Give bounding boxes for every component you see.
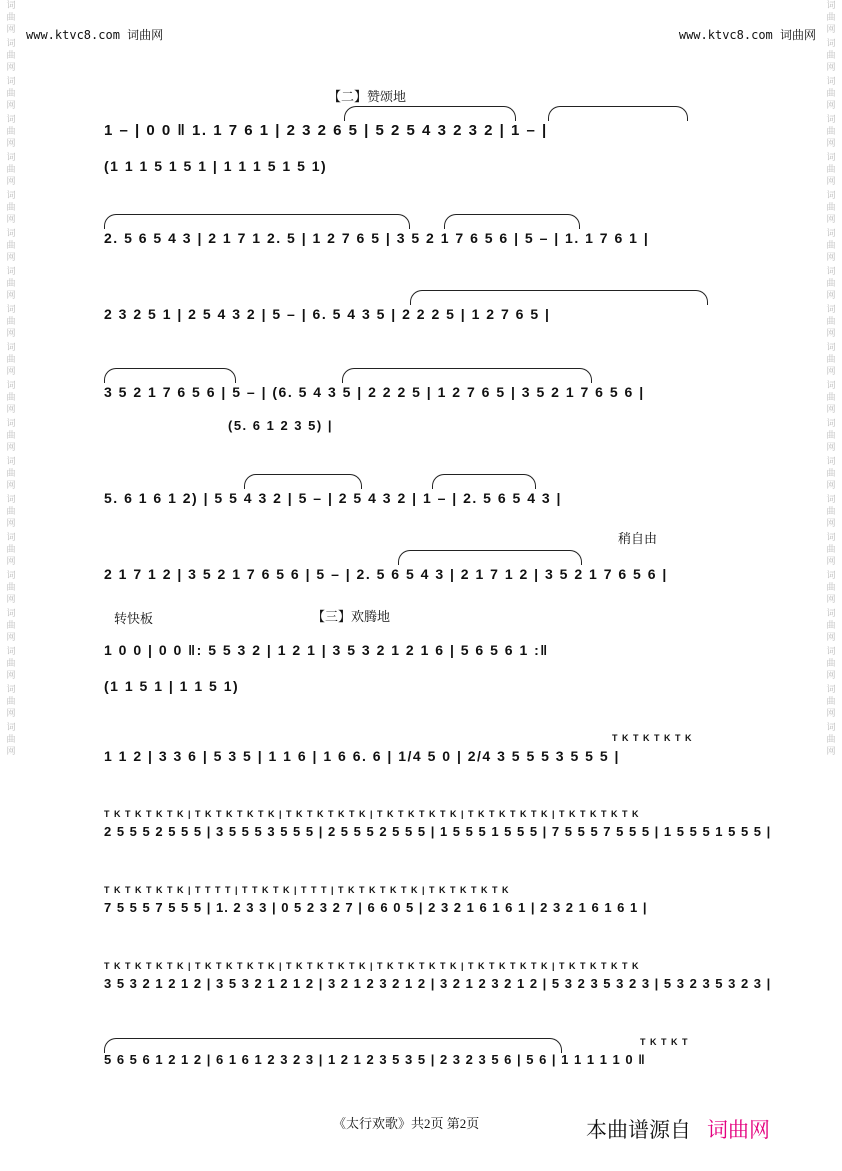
score-line-5: 5. 6 1 6 1 2) | 5 5 4 3 2 | 5 – | 2 5 4 3 2 | 1 – | 2. 5 6 5 4 3 | <box>104 490 562 506</box>
slur <box>344 106 516 121</box>
score-line-3: 2 3 2 5 1 | 2 5 4 3 2 | 5 – | 6. 5 4 3 5 | 2 2 2 5 | 1 2 7 6 5 | <box>104 306 551 322</box>
tempo-label-free: 稍自由 <box>618 532 658 547</box>
tempo-label-fast: 转快板 <box>114 612 154 627</box>
watermark-text: 词曲网 <box>6 419 16 453</box>
score-line-7-alt: (1 1 5 1 | 1 1 5 1) <box>104 678 240 694</box>
watermark-text: 词曲网 <box>6 343 16 377</box>
watermark-text: 词曲网 <box>6 39 16 73</box>
watermark-text: 词曲网 <box>6 533 16 567</box>
page-footer: 《太行欢歌》共2页 第2页 <box>333 1116 480 1131</box>
watermark-text: 词曲网 <box>6 229 16 263</box>
watermark-text: 词曲网 <box>6 267 16 301</box>
watermark-text: 词曲网 <box>6 153 16 187</box>
score-line-7: 1 0 0 | 0 0 ‖: 5 5 3 2 | 1 2 1 | 3 5 3 2 1 2 1 6 | 5 6 5 6 1 :‖ <box>104 642 549 658</box>
watermark-text: 词曲网 <box>826 571 836 605</box>
source-brand <box>586 1114 770 1144</box>
score-line-8: 1 1 2 | 3 3 6 | 5 3 5 | 1 1 6 | 1 6 6. 6 | 1/4 5 0 | 2/4 3 5 5 5 3 5 5 5 | <box>104 748 620 764</box>
section-label-three: 【三】欢腾地 <box>312 610 391 625</box>
tk-row-5: T K T K T <box>640 1037 689 1047</box>
slur <box>104 214 410 229</box>
watermark-text: 词曲网 <box>826 533 836 567</box>
watermark-text: 词曲网 <box>6 1 16 35</box>
brand-name: 词曲网 <box>707 1118 770 1142</box>
watermark-text: 词曲网 <box>826 457 836 491</box>
watermark-text: 词曲网 <box>826 647 836 681</box>
watermark-text: 词曲网 <box>826 1 836 35</box>
tk-row-3: T K T K T K T K | T T T T | T T K T K | T T T | T K T K T K T K | T K T K T K T K <box>104 885 510 895</box>
watermark-text: 词曲网 <box>826 419 836 453</box>
slur <box>342 368 592 383</box>
watermark-text: 词曲网 <box>826 77 836 111</box>
watermark-text: 词曲网 <box>826 229 836 263</box>
watermark-text: 词曲网 <box>6 609 16 643</box>
tk-row-1: T K T K T K T K <box>612 733 693 743</box>
watermark-text: 词曲网 <box>6 685 16 719</box>
watermark-text: 词曲网 <box>826 153 836 187</box>
right-watermark <box>824 0 838 1171</box>
score-line-1: 1 – | 0 0 ‖ 1. 1 7 6 1 | 2 3 2 6 5 | 5 2 5 4 3 2 3 2 | 1 – | <box>104 122 548 139</box>
score-line-10: 7 5 5 5 7 5 5 5 | 1. 2 3 3 | 0 5 2 3 2 7 | 6 6 0 5 | 2 3 2 1 6 1 6 1 | 2 3 2 1 6 1 6 1 | <box>104 900 648 915</box>
watermark-text: 词曲网 <box>826 267 836 301</box>
score-line-1-alt: (1 1 1 5 1 5 1 | 1 1 1 5 1 5 1) <box>104 158 328 174</box>
slur <box>410 290 708 305</box>
watermark-text: 词曲网 <box>6 571 16 605</box>
watermark-text: 词曲网 <box>826 343 836 377</box>
slur <box>244 474 362 489</box>
slur <box>398 550 582 565</box>
score-line-9: 2 5 5 5 2 5 5 5 | 3 5 5 5 3 5 5 5 | 2 5 5 5 2 5 5 5 | 1 5 5 5 1 5 5 5 | 7 5 5 5 7 5 5 5 | 1 5 5 5 1 5 5 5 | <box>104 824 772 839</box>
brand-prefix: 本曲谱源自 <box>586 1118 691 1142</box>
header-left-url: www.ktvc8.com 词曲网 <box>26 28 164 42</box>
slur <box>548 106 688 121</box>
watermark-text: 词曲网 <box>826 685 836 719</box>
watermark-text: 词曲网 <box>826 39 836 73</box>
watermark-text: 词曲网 <box>6 723 16 757</box>
watermark-text: 词曲网 <box>6 457 16 491</box>
header-right-url: www.ktvc8.com 词曲网 <box>678 28 816 42</box>
watermark-text: 词曲网 <box>6 305 16 339</box>
score-line-12: 5 6 5 6 1 2 1 2 | 6 1 6 1 2 3 2 3 | 1 2 1 2 3 5 3 5 | 2 3 2 3 5 6 | 5 6 | 1 1 1 1 1 0 ‖ <box>104 1052 646 1067</box>
watermark-text: 词曲网 <box>6 495 16 529</box>
watermark-text: 词曲网 <box>826 115 836 149</box>
slur <box>104 368 236 383</box>
slur <box>432 474 536 489</box>
section-label-two: 【二】赞颂地 <box>328 90 407 105</box>
watermark-text: 词曲网 <box>826 191 836 225</box>
score-line-6: 2 1 7 1 2 | 3 5 2 1 7 6 5 6 | 5 – | 2. 5 6 5 4 3 | 2 1 7 1 2 | 3 5 2 1 7 6 5 6 | <box>104 566 668 582</box>
watermark-text: 词曲网 <box>6 191 16 225</box>
watermark-text: 词曲网 <box>826 305 836 339</box>
watermark-text: 词曲网 <box>826 495 836 529</box>
watermark-text: 词曲网 <box>6 115 16 149</box>
tk-row-4: T K T K T K T K | T K T K T K T K | T K T K T K T K | T K T K T K T K | T K T K T K T K | T K T K T K T K <box>104 961 640 971</box>
watermark-text: 词曲网 <box>6 381 16 415</box>
watermark-text: 词曲网 <box>826 609 836 643</box>
score-line-2: 2. 5 6 5 4 3 | 2 1 7 1 2. 5 | 1 2 7 6 5 | 3 5 2 1 7 6 5 6 | 5 – | 1. 1 7 6 1 | <box>104 230 650 246</box>
score-line-4-alt: (5. 6 1 2 3 5) | <box>228 418 333 433</box>
tk-row-2: T K T K T K T K | T K T K T K T K | T K T K T K T K | T K T K T K T K | T K T K T K T K | T K T K T K T K <box>104 809 640 819</box>
score-line-11: 3 5 3 2 1 2 1 2 | 3 5 3 2 1 2 1 2 | 3 2 1 2 3 2 1 2 | 3 2 1 2 3 2 1 2 | 5 3 2 3 5 3 2 3 | 5 3 2 3 5 3 2 3 | <box>104 976 772 991</box>
score-line-4: 3 5 2 1 7 6 5 6 | 5 – | (6. 5 4 3 5 | 2 2 2 5 | 1 2 7 6 5 | 3 5 2 1 7 6 5 6 | <box>104 384 645 400</box>
slur <box>444 214 580 229</box>
left-watermark <box>4 0 18 1171</box>
watermark-text: 词曲网 <box>826 381 836 415</box>
watermark-text: 词曲网 <box>826 723 836 757</box>
watermark-text: 词曲网 <box>6 77 16 111</box>
slur <box>104 1038 562 1053</box>
watermark-text: 词曲网 <box>6 647 16 681</box>
